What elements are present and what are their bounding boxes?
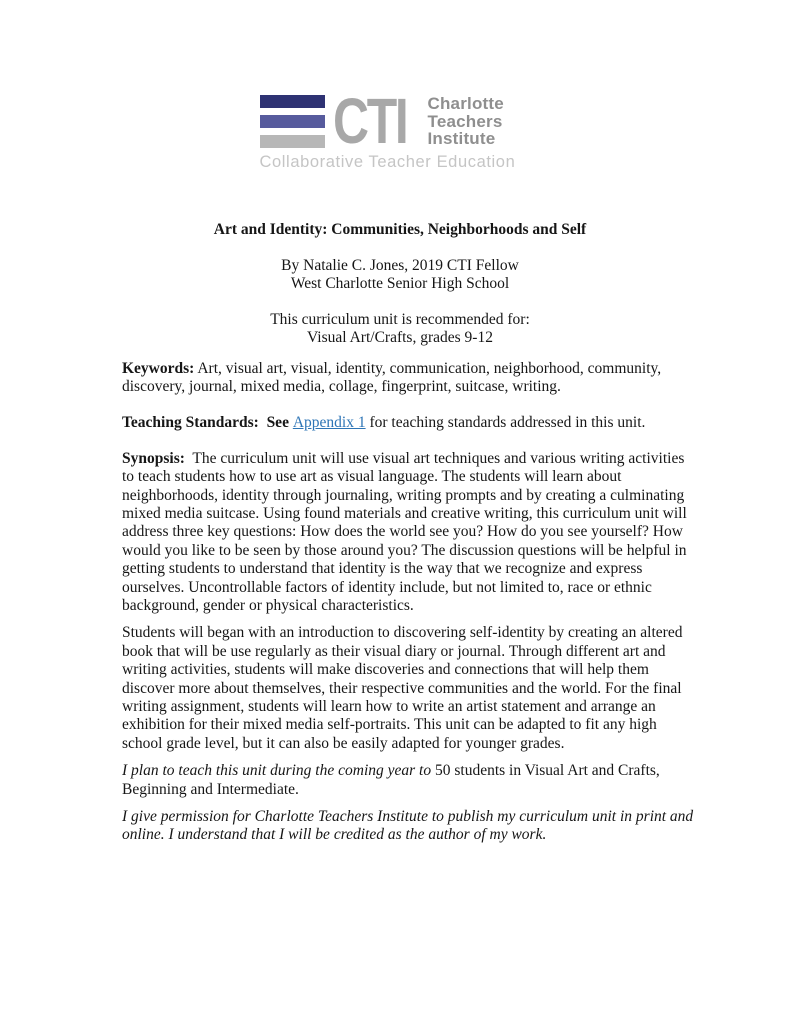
cti-logo [259,85,532,172]
logo-bars-icon [260,95,325,148]
recommended-intro: This curriculum unit is recommended for: [270,310,530,328]
paragraph-text: I give permission for Charlotte Teachers Institute to publish my curriculum unit in print and online. I understand that I will be credited as the author of my work. [122,808,698,844]
paragraph-permission [122,808,700,845]
logo-org-line-3: Institute [427,129,496,149]
paragraph-text: The curriculum unit will use visual art techniques and various writing activities to teach students how to use art as visual language. The students will learn about neighborhoods, identity through journaling, writing prompts and by creating a culminating mixed media suitcase. Using found materials and creative writing, this curriculum unit will address three key questions: How does the world see you? How do you see yourself? How would you like to be seen by those around you? The discussion questions will be helpful in getting students to understand that identity is the way that we recognize and express ourselves. Uncontrollable factors of identity include, but not limited to, race or ethnic background, gender or physical characteristics. [122,449,691,615]
paragraph-synopsis [122,450,700,616]
page-title: Art and Identity: Communities, Neighborhoods and Self [213,220,587,238]
paragraph-keywords [122,360,700,397]
author-byline: By Natalie C. Jones, 2019 CTI Fellow [281,256,519,274]
document-header [100,221,700,348]
appendix-1-link[interactable]: Appendix 1 [292,414,366,432]
logo-bar-bottom [260,135,325,148]
logo-tagline: Collaborative Teacher Education [259,153,516,172]
paragraph-text: 50 students in Visual Art and Crafts, Beginning and Intermediate. [122,762,664,798]
recommended-for: Visual Art/Crafts, grades 9-12 [307,329,493,347]
paragraph-text: I plan to teach this unit during the coming year to [122,762,435,780]
paragraph-text: Keywords: [122,359,195,377]
logo-cti-text: CTI [332,85,406,157]
logo-bar-top [260,95,325,108]
paragraph-teaching-standards [122,414,700,432]
logo-row [260,85,532,157]
paragraph-text: Art, visual art, visual, identity, communication, neighborhood, community, discovery, journal, mixed media, collage, fingerprint, suitcase, writing. [122,359,665,395]
paragraph-text: for teaching standards addressed in this unit. [365,414,646,432]
school-name: West Charlotte Senior High School [290,275,510,293]
paragraph-overview [122,624,700,753]
logo-org-line-1: Charlotte [427,94,504,113]
logo-org-name [428,95,504,148]
logo-org-line-2: Teachers [427,111,503,131]
paragraph-text: Teaching Standards: See [122,414,293,432]
logo-bar-middle [260,115,325,128]
paragraph-teach-plan [122,762,700,799]
paragraph-text: Students will began with an introduction to discovering self-identity by creating an altered book that will be use regularly as their visual diary or journal. Through different art and writing activities, students will make discoveries and connections that will help them discover more about themselves, their respective communities and the world. For the final writing assignment, students will learn how to write an artist statement and arrange an exhibition for their mixed media self-portraits. This unit can be adapted to fit any high school grade level, but it can also be easily adapted for younger grades. [122,624,687,752]
paragraph-text: Synopsis: [122,449,185,467]
logo-cti-monogram [332,85,423,157]
document-body [122,360,700,845]
